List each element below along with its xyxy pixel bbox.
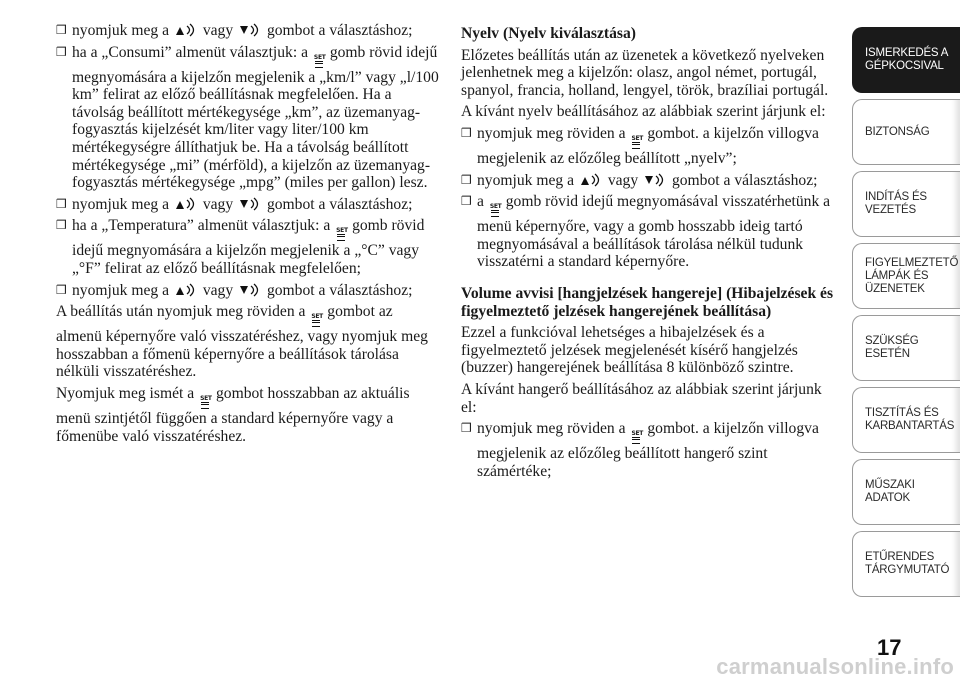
section-heading: Volume avvisi [hangjelzések hangereje] (Hibajelzések és figyelmeztető jelzések hangerejének beállítása) bbox=[461, 284, 834, 320]
right-column bbox=[461, 22, 841, 484]
bullet-box-icon: ❒ bbox=[461, 125, 472, 140]
paragraph-text: gombot az almenü képernyőre való visszatéréshez, vagy nyomjuk meg hosszabban a főmenü képernyőre a beállítások tárolása nélküli visszatéréshez. bbox=[56, 303, 428, 381]
up-arrow-button-icon bbox=[175, 283, 197, 297]
bullet-box-icon: ❒ bbox=[461, 194, 472, 209]
paragraph: A kívánt nyelv beállításához az alábbiak szerint járjunk el: bbox=[461, 103, 826, 121]
set-button-icon: SET bbox=[631, 136, 641, 150]
list-item-text: nyomjuk meg a bbox=[72, 22, 170, 39]
down-arrow-button-icon bbox=[644, 173, 666, 187]
tab-label: TISZTÍTÁS ÉS KARBANTARTÁS bbox=[865, 407, 955, 432]
down-arrow-button-icon bbox=[239, 23, 261, 37]
tab-figyelmezteto[interactable] bbox=[852, 243, 960, 309]
chapter-tabs bbox=[852, 27, 960, 603]
list-item-text: gomb rövid idejű megnyomására a kijelzőn megjelenik a „°C” vagy „°F” felirat az előző beállításnak megfelelően; bbox=[72, 217, 425, 277]
set-button-icon: SET bbox=[314, 55, 324, 69]
bullet-box-icon: ❒ bbox=[461, 421, 472, 436]
list-item bbox=[56, 282, 440, 300]
up-arrow-button-icon bbox=[580, 173, 602, 187]
list-item bbox=[56, 44, 440, 192]
paragraph-text: Nyomjuk meg ismét a bbox=[56, 384, 195, 402]
list-item bbox=[56, 22, 440, 40]
tab-label: INDÍTÁS ÉS VEZETÉS bbox=[865, 191, 927, 216]
paragraph: Ezzel a funkcióval lehetséges a hibajelzések és a figyelmeztető jelzések megjelenését kísérő hangjelzés (buzzer) hangerejének beállítása 8 különböző szintre. bbox=[461, 324, 798, 377]
set-button-icon: SET bbox=[200, 396, 210, 410]
tab-szukseg[interactable] bbox=[852, 315, 960, 381]
tab-ismerkedes[interactable] bbox=[852, 27, 960, 93]
list-item-text: vagy bbox=[607, 171, 639, 189]
bullet-box-icon: ❒ bbox=[56, 196, 67, 211]
paragraph bbox=[56, 385, 440, 445]
list-item bbox=[56, 196, 440, 214]
paragraph-text: gombot hosszabban az aktuális menü szintjétől függően a standard képernyőre vagy a főmenübe való visszatéréshez. bbox=[56, 384, 410, 445]
tab-muszaki[interactable] bbox=[852, 459, 960, 525]
up-arrow-button-icon bbox=[175, 197, 197, 211]
list-item-text: gomb rövid idejű megnyomásával visszatérhetünk a menü képernyőre, vagy a gomb hosszabb ideig tartó megnyomásával a beállítások tárolása nélkül tudunk visszatérni a standard képernyőre. bbox=[477, 193, 831, 271]
list-item-text: ha a „Temperatura” almenüt választjuk: a bbox=[72, 217, 331, 235]
list-item-text: vagy bbox=[202, 195, 234, 213]
list-item-text: vagy bbox=[202, 22, 234, 39]
list-item-text: ha a „Consumi” almenüt választjuk: a bbox=[72, 43, 309, 61]
left-column bbox=[56, 22, 440, 449]
list-item bbox=[461, 172, 841, 190]
list-item-text: a bbox=[477, 193, 484, 211]
paragraph bbox=[56, 303, 440, 381]
paragraph-text: A beállítás után nyomjuk meg röviden a bbox=[56, 303, 306, 321]
bullet-box-icon: ❒ bbox=[461, 172, 472, 187]
bullet-box-icon: ❒ bbox=[56, 44, 67, 59]
tab-inditas[interactable] bbox=[852, 171, 960, 237]
list-item-text: gombot a választáshoz; bbox=[266, 281, 413, 299]
up-arrow-button-icon bbox=[175, 23, 197, 37]
tab-biztonsag[interactable] bbox=[852, 99, 960, 165]
list-item-text: gombot a választáshoz; bbox=[671, 171, 818, 189]
list-item-text: vagy bbox=[202, 281, 234, 299]
tab-tisztitas[interactable] bbox=[852, 387, 960, 453]
list-item bbox=[461, 420, 841, 480]
bullet-box-icon: ❒ bbox=[56, 218, 67, 233]
bullet-box-icon: ❒ bbox=[56, 23, 67, 37]
paragraph: Előzetes beállítás után az üzenetek a következő nyelveken jelenhetnek meg a kijelzőn: olasz, angol német, portugál, spanyol, francia, holland, lengyel, török, brazíliai portugál. bbox=[461, 46, 829, 99]
watermark: carmanualsonline.info bbox=[716, 654, 954, 679]
list-item-text: gombot. a kijelzőn villogva megjelenik az előzőleg beállított „nyelv”; bbox=[477, 124, 819, 167]
set-button-icon: SET bbox=[311, 314, 321, 328]
list-item-text: gombot a választáshoz; bbox=[266, 22, 413, 39]
list-item-text: nyomjuk meg a bbox=[477, 171, 575, 189]
tab-label: ETŰRENDES TÁRGYMUTATÓ bbox=[865, 551, 950, 576]
tab-targymutato[interactable] bbox=[852, 531, 960, 597]
tab-label: BIZTONSÁG bbox=[865, 125, 930, 138]
section-heading: Nyelv (Nyelv kiválasztása) bbox=[461, 25, 636, 42]
tab-label: SZÜKSÉG ESETÉN bbox=[865, 335, 919, 360]
list-item bbox=[461, 125, 841, 168]
paragraph: A kívánt hangerő beállításához az alábbiak szerint járjunk el: bbox=[461, 380, 822, 416]
tab-label: ISMERKEDÉS A GÉPKOCSIVAL bbox=[865, 47, 948, 72]
set-button-icon: SET bbox=[490, 204, 500, 218]
set-button-icon: SET bbox=[631, 431, 641, 445]
down-arrow-button-icon bbox=[239, 283, 261, 297]
down-arrow-button-icon bbox=[239, 197, 261, 211]
list-item-text: gombot a választáshoz; bbox=[266, 195, 413, 213]
list-item-text: nyomjuk meg röviden a bbox=[477, 420, 626, 438]
list-item-text: gomb rövid idejű megnyomására a kijelzőn megjelenik a „km/l” vagy „l/100 km” felirat az előző beállításnak megfelelően. Ha a távolság beállított mértékegysége „km”, az üzemanyag-fogyasztás kijelzését km/liter vagy liter/100 km mértékegységre állíthatjuk be. Ha a távolság beállított mértékegysége „mi” (mérföld), a kijelzőn az üzemanyag-fogyasztás mértékegysége „mpg” (miles per gallon) lesz. bbox=[72, 43, 439, 192]
list-item-text: nyomjuk meg a bbox=[72, 195, 170, 213]
tab-label: MŰSZAKI ADATOK bbox=[865, 479, 915, 504]
list-item-text: gombot. a kijelzőn villogva megjelenik az előzőleg beállított hangerő szint számértéke; bbox=[477, 420, 819, 480]
bullet-box-icon: ❒ bbox=[56, 282, 67, 297]
list-item-text: nyomjuk meg röviden a bbox=[477, 124, 626, 142]
list-item bbox=[56, 217, 440, 277]
tab-label: FIGYELMEZTETŐ LÁMPÁK ÉS ÜZENETEK bbox=[865, 256, 959, 295]
list-item-text: nyomjuk meg a bbox=[72, 281, 170, 299]
set-button-icon: SET bbox=[336, 228, 346, 242]
list-item bbox=[461, 193, 841, 271]
page-number: 17 bbox=[877, 635, 902, 660]
